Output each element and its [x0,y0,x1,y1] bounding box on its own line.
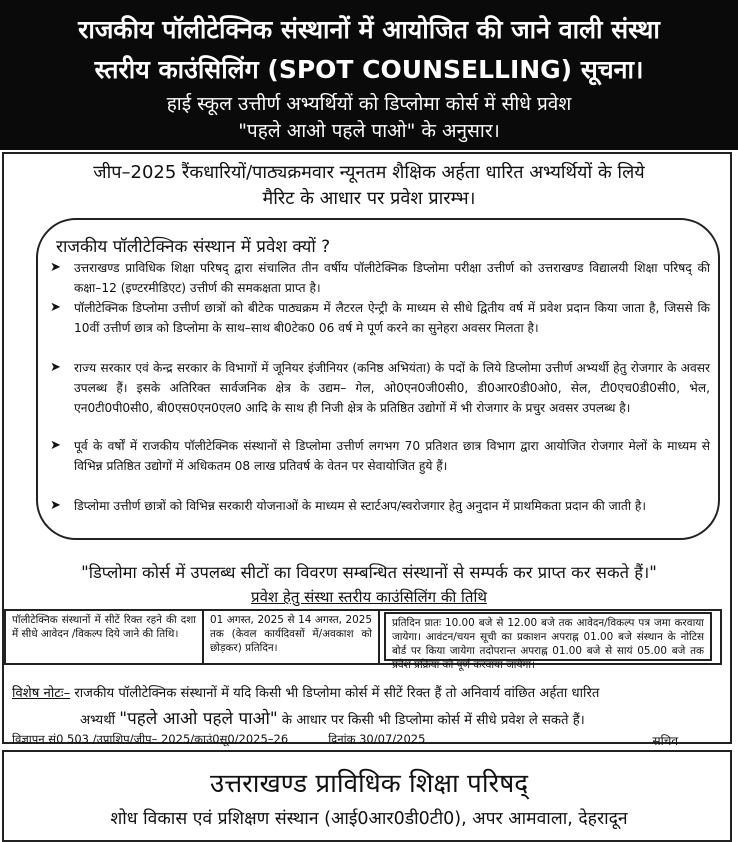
why-bullet-text: पॉलीटेक्निक डिप्लोमा उत्तीर्ण छात्रों को बीटेक पाठ्यक्रम में लैटरल ऐन्ट्री के माध्यम से सीधे द्वितीय वर्ष में प्रवेश प्रदान किया जाता है, जिससे कि 10वीं उत्तीर्ण छात्र को डिप्लोमा के साथ–साथ बी0टेक0 06 वर्ष मे पूर्ण करने का सुनेहरा अवसर मिलता है। [74,301,710,335]
signatory: सचिव [652,734,678,748]
counselling-schedule-table [4,609,722,671]
why-bullet [50,436,710,476]
special-note-label: विशेष नोटः– [12,686,71,701]
schedule-cell-timings: प्रतिदिन प्रातः 10.00 बजे से 12.00 बजे तक आवेदन/विकल्प पत्र जमा करवाया जायेगा। आवंटन/चयन सूची का प्रकाशन अपराह्न 01.00 बजे संस्थान के नोटिस बोर्ड पर किया जायेगा तदोपरान्त अपराह्न 01.00 बजे से सायं 05.00 बजे तक प्रवेश प्रक्रिया को पूर्ण करवाया जायेगा। [384,612,712,661]
header-subtitle-line1: हाई स्कूल उत्तीर्ण अभ्यर्थियों को डिप्लोमा कोर्स में सीधे प्रवेश [166,93,572,115]
why-bullet [50,298,710,338]
why-bullet [50,258,710,298]
arrowhead-bullet-icon: ➤ [50,498,61,513]
why-bullet-text: उत्तराखण्ड प्राविधिक शिक्षा परिषद् द्वारा संचालित तीन वर्षीय पॉलीटेक्निक डिप्लोमा परीक्षा उत्तीर्ण को उत्तराखण्ड विद्यालयी शिक्षा परिषद् की कक्षा–12 (इण्टरमीडिएट) उत्तीर्ण की समकक्षता प्राप्त है। [74,261,710,295]
seats-info-note: "डिप्लोमा कोर्स में उपलब्ध सीटों का विवरण सम्बन्धित संस्थानों से सम्पर्क कर प्राप्त कर सकते हैं।" [81,563,657,582]
footer-organization: उत्तराखण्ड प्राविधिक शिक्षा परिषद् [209,769,529,799]
special-note-text-post: के आधार पर किसी भी डिप्लोमा कोर्स में सीधे प्रवेश ले सकते हैं। [277,713,585,728]
header-title-line2: स्तरीय काउंसिलिंग (SPOT COUNSELLING) सूचना। [94,55,644,84]
why-admission-title: राजकीय पॉलीटेक्निक संस्थान में प्रवेश क्यों ? [56,237,331,257]
subheading-line2: मैरिट के आधार पर प्रवेश प्रारम्भ। [262,188,476,209]
header-subtitle-line2: "पहले आओ पहले पाओ" के अनुसार। [238,120,500,142]
advertisement-reference [12,732,425,747]
arrowhead-bullet-icon: ➤ [50,260,61,275]
footer-address: शोध विकास एवं प्रशिक्षण संस्थान (आई0आर0डी0टी0), अपर आमवाला, देहरादून [110,809,628,829]
why-bullet [50,358,710,418]
advertisement-date: दिनांक 30/07/2025 [328,732,426,746]
why-bullet-text: डिप्लोमा उत्तीर्ण छात्रों को विभिन्न सरकारी योजनाओं के माध्यम से स्टार्टअप/स्वरोजगार हेतु अनुदान में प्राथमिकता प्रदान की जाती है। [74,499,646,513]
why-bullet-text: पूर्व के वर्षों में राजकीय पॉलीटेक्निक संस्थानों से डिप्लोमा उत्तीर्ण लगभग 70 प्रतिशत छात्र विभाग द्वारा आयोजित रोजगार मेलों के माध्यम से विभिन्न प्रतिष्ठित उद्योगों में अधिकतम 08 लाख प्रतिवर्ष के वेतन पर सेवायोजित हुये हैं। [74,439,710,473]
arrowhead-bullet-icon: ➤ [50,300,61,315]
why-bullet [50,496,710,516]
schedule-cell-dates: 01 अगस्त, 2025 से 14 अगस्त, 2025 तक (केवल कार्यदिवसों में/अवकाश को छोड़कर) प्रतिदिन। [204,611,380,663]
special-note-line2 [80,706,585,729]
why-bullet-text: राज्य सरकार एवं केन्द्र सरकार के विभागों में जूनियर इंजीनियर (कनिष्ठ अभियंता) के पदों के लिये डिप्लोमा उत्तीर्ण अभ्यर्थी हेतु रोजगार के अवसर उपलब्ध हैं। इसके अतिरिक्त सार्वजनिक क्षेत्र के उद्यम– गेल, ओ0एन0जी0सी0, डी0आर0डी0ओ0, सेल, टी0एच0डी0सी0, भेल, एन0टी0पी0सी0, बी0एस0एन0एल0 आदि के साथ ही निजी क्षेत्र के प्रतिष्ठित उद्योगों में भी रोजगार के प्रचुर अवसर उपलब्ध है। [74,361,710,415]
special-note-text-pre: अभ्यर्थी [80,713,120,728]
advertisement-number: विज्ञापन सं0 503 /उप्राशिप/जीप– 2025/काउं0सू0/2025–26 [12,732,289,746]
notice-header [0,0,738,150]
subheading-line1: जीप–2025 रैंकधारियों/पाठ्यक्रमवार न्यूनतम शैक्षिक अर्हता धारित अभ्यर्थियों के लिये [93,162,645,183]
header-title-line1: राजकीय पॉलीटेक्निक संस्थानों में आयोजित की जाने वाली संस्था [78,15,660,44]
special-note-line1 [12,683,599,701]
counselling-date-heading: प्रवेश हेतु संस्था स्तरीय काउंसिलिंग की तिथि [251,588,487,606]
arrowhead-bullet-icon: ➤ [50,438,61,453]
special-note-quote: "पहले आओ पहले पाओ" [119,709,278,729]
special-note-text: राजकीय पॉलीटेक्निक संस्थानों में यदि किसी भी डिप्लोमा कोर्स में सीटें रिक्त हैं तो अनिवार्य वांछित अर्हता धारित [70,686,600,701]
schedule-cell-description: पॉलीटेक्निक संस्थानों में सीटें रिक्त रहने की दशा में सीधे आवेदन /विकल्प दिये जाने की तिथि। [6,611,204,663]
arrowhead-bullet-icon: ➤ [50,360,61,375]
